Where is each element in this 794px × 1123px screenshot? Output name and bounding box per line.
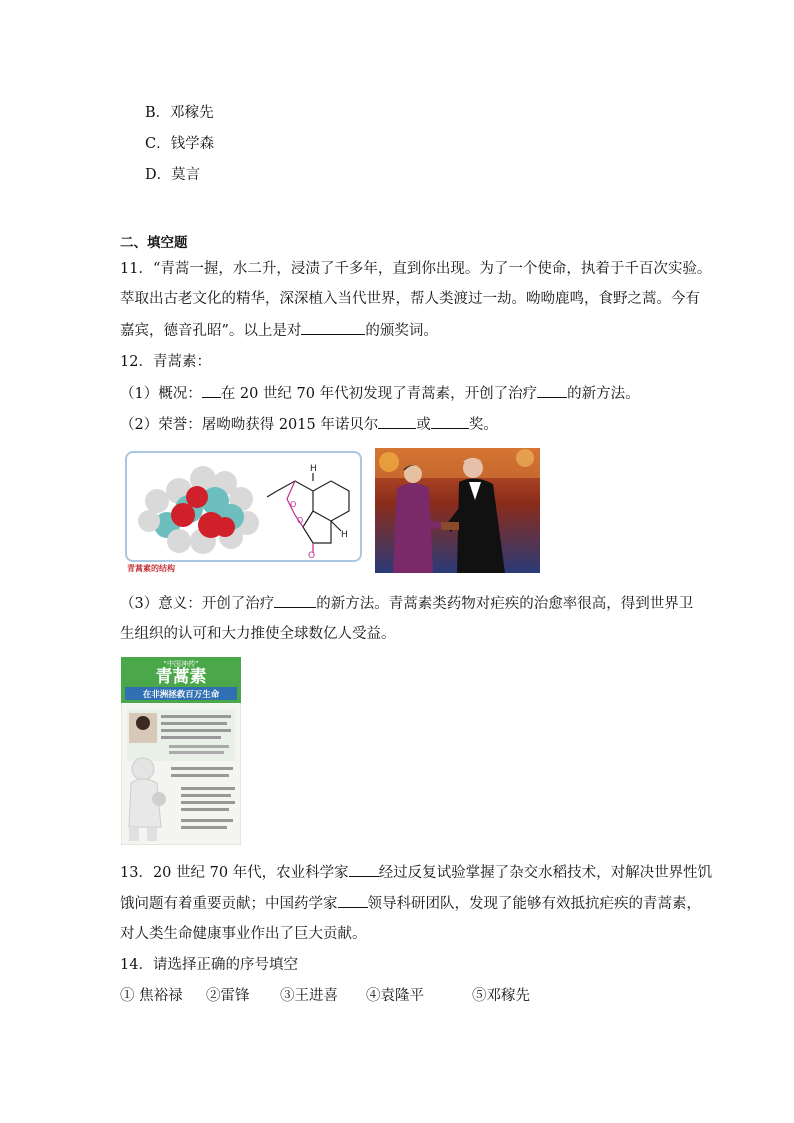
artemisinin-poster	[121, 657, 241, 845]
q12-p3-line2: 生组织的认可和大力推使全球数亿人受益。	[120, 626, 396, 642]
answer-blank[interactable]	[338, 893, 368, 908]
answer-blank[interactable]	[431, 414, 469, 429]
q13-line2: 饿问题有着重要贡献；中国药学家 领导科研团队，发现了能够有效抵抗疟疾的青蒿素，	[120, 893, 701, 914]
q13-line1: 13．20 世纪 70 年代，农业科学家 经过反复试验掌握了杂交水稻技术，对解决世界性饥	[120, 862, 712, 883]
q12-title: 12．青蒿素：	[120, 354, 211, 370]
answer-blank[interactable]	[301, 320, 365, 335]
q14-choice: ③王进喜	[280, 988, 338, 1004]
q11-line3: 嘉宾，德音孔昭”。以上是对 的颁奖词。	[120, 320, 438, 341]
q14-choice: ④袁隆平	[366, 988, 424, 1004]
figure-caption: 青蒿素的结构	[127, 564, 175, 573]
q11-line1: 11．“青蒿一握，水二升，浸渍了千多年，直到你出现。为了一个使命，执着于千百次实验。	[120, 261, 712, 277]
space-filling-model	[138, 466, 259, 554]
option-b: B．邓稼先	[145, 105, 214, 121]
q14-choices	[120, 986, 530, 1006]
skeletal-formula	[267, 473, 349, 553]
svg-text:H: H	[310, 464, 317, 474]
q11-line2: 萃取出古老文化的精华，深深植入当代世界，帮人类渡过一劫。呦呦鹿鸣，食野之蒿。今有	[120, 291, 700, 307]
q12-p3-line1: （3）意义：开创了治疗 的新方法。青蒿素类药物对疟疾的治愈率很高，得到世界卫	[120, 593, 693, 614]
q14-choice: ⑤邓稼先	[472, 988, 530, 1004]
answer-blank[interactable]	[537, 383, 567, 398]
answer-blank[interactable]	[378, 414, 416, 429]
option-c: C．钱学森	[145, 136, 215, 152]
answer-blank[interactable]	[202, 383, 221, 398]
q13-line3: 对人类生命健康事业作出了巨大贡献。	[120, 926, 367, 942]
svg-text:O: O	[297, 516, 304, 525]
artemisinin-structure-figure	[125, 451, 362, 562]
answer-blank[interactable]	[274, 593, 316, 608]
answer-blank[interactable]	[349, 862, 379, 877]
svg-text:O: O	[308, 551, 316, 560]
q12-p2: （2）荣誉：屠呦呦获得 2015 年诺贝尔 或 奖。	[120, 414, 498, 435]
section-title: 二、填空题	[120, 235, 188, 251]
poster-tag: “中国神药”	[163, 660, 199, 668]
q14-choice: ②雷锋	[206, 988, 250, 1004]
poster-title: 青蒿素	[155, 667, 207, 687]
q14-choice: ① 焦裕禄	[120, 988, 183, 1004]
svg-text:O: O	[290, 500, 297, 509]
q14-title: 14．请选择正确的序号填空	[120, 957, 298, 973]
nobel-award-photo	[375, 448, 540, 573]
q12-p1: （1）概况： 在 20 世纪 70 年代初发现了青蒿素，开创了治疗 的新方法。	[120, 383, 640, 404]
svg-text:H: H	[341, 530, 348, 540]
option-d: D．莫言	[145, 167, 201, 183]
poster-subtitle: 在非洲拯救百万生命	[142, 690, 220, 700]
